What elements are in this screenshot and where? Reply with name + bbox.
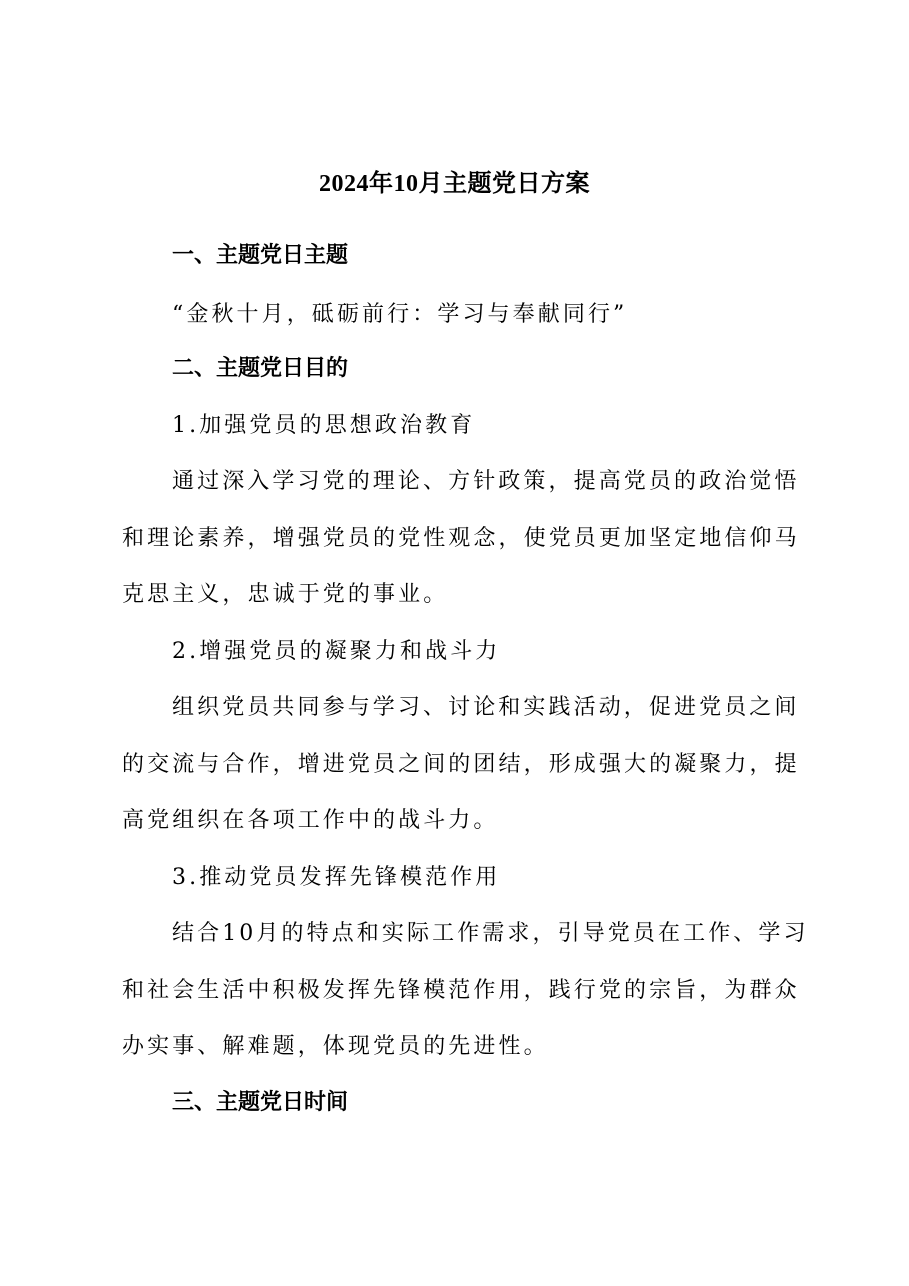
purpose-item-1-line-3: 克思主义，忠诚于党的事业。 [122,582,449,607]
purpose-item-1-label: 1.加强党员的思想政治教育 [172,413,476,438]
purpose-item-2-line-2: 的交流与合作，增进党员之间的团结，形成强大的凝聚力，提 [122,752,800,777]
purpose-item-2-line-1: 组织党员共同参与学习、讨论和实践活动，促进党员之间 [172,695,800,720]
purpose-item-2-line-3: 高党组织在各项工作中的战斗力。 [122,808,499,833]
purpose-item-3-line-1: 结合10月的特点和实际工作需求，引导党员在工作、学习 [172,921,809,946]
purpose-item-3-label: 3.推动党员发挥先锋模范作用 [172,865,501,890]
purpose-item-1-line-1: 通过深入学习党的理论、方针政策，提高党员的政治觉悟 [172,469,800,494]
section-heading-time: 三、主题党日时间 [172,1090,349,1115]
section-heading-theme: 一、主题党日主题 [172,243,349,268]
document-title: 2024年10月主题党日方案 [319,171,590,197]
purpose-item-1-line-2: 和理论素养，增强党员的党性观念，使党员更加坚定地信仰马 [122,526,800,551]
purpose-item-3-line-2: 和社会生活中积极发挥先锋模范作用，践行党的宗旨，为群众 [122,978,800,1003]
section-heading-purpose: 二、主题党日目的 [172,356,349,381]
purpose-item-2-label: 2.增强党员的凝聚力和战斗力 [172,639,501,664]
theme-slogan: “金秋十月，砥砺前行：学习与奉献同行” [172,302,628,327]
purpose-item-3-line-3: 办实事、解难题，体现党员的先进性。 [122,1034,549,1059]
